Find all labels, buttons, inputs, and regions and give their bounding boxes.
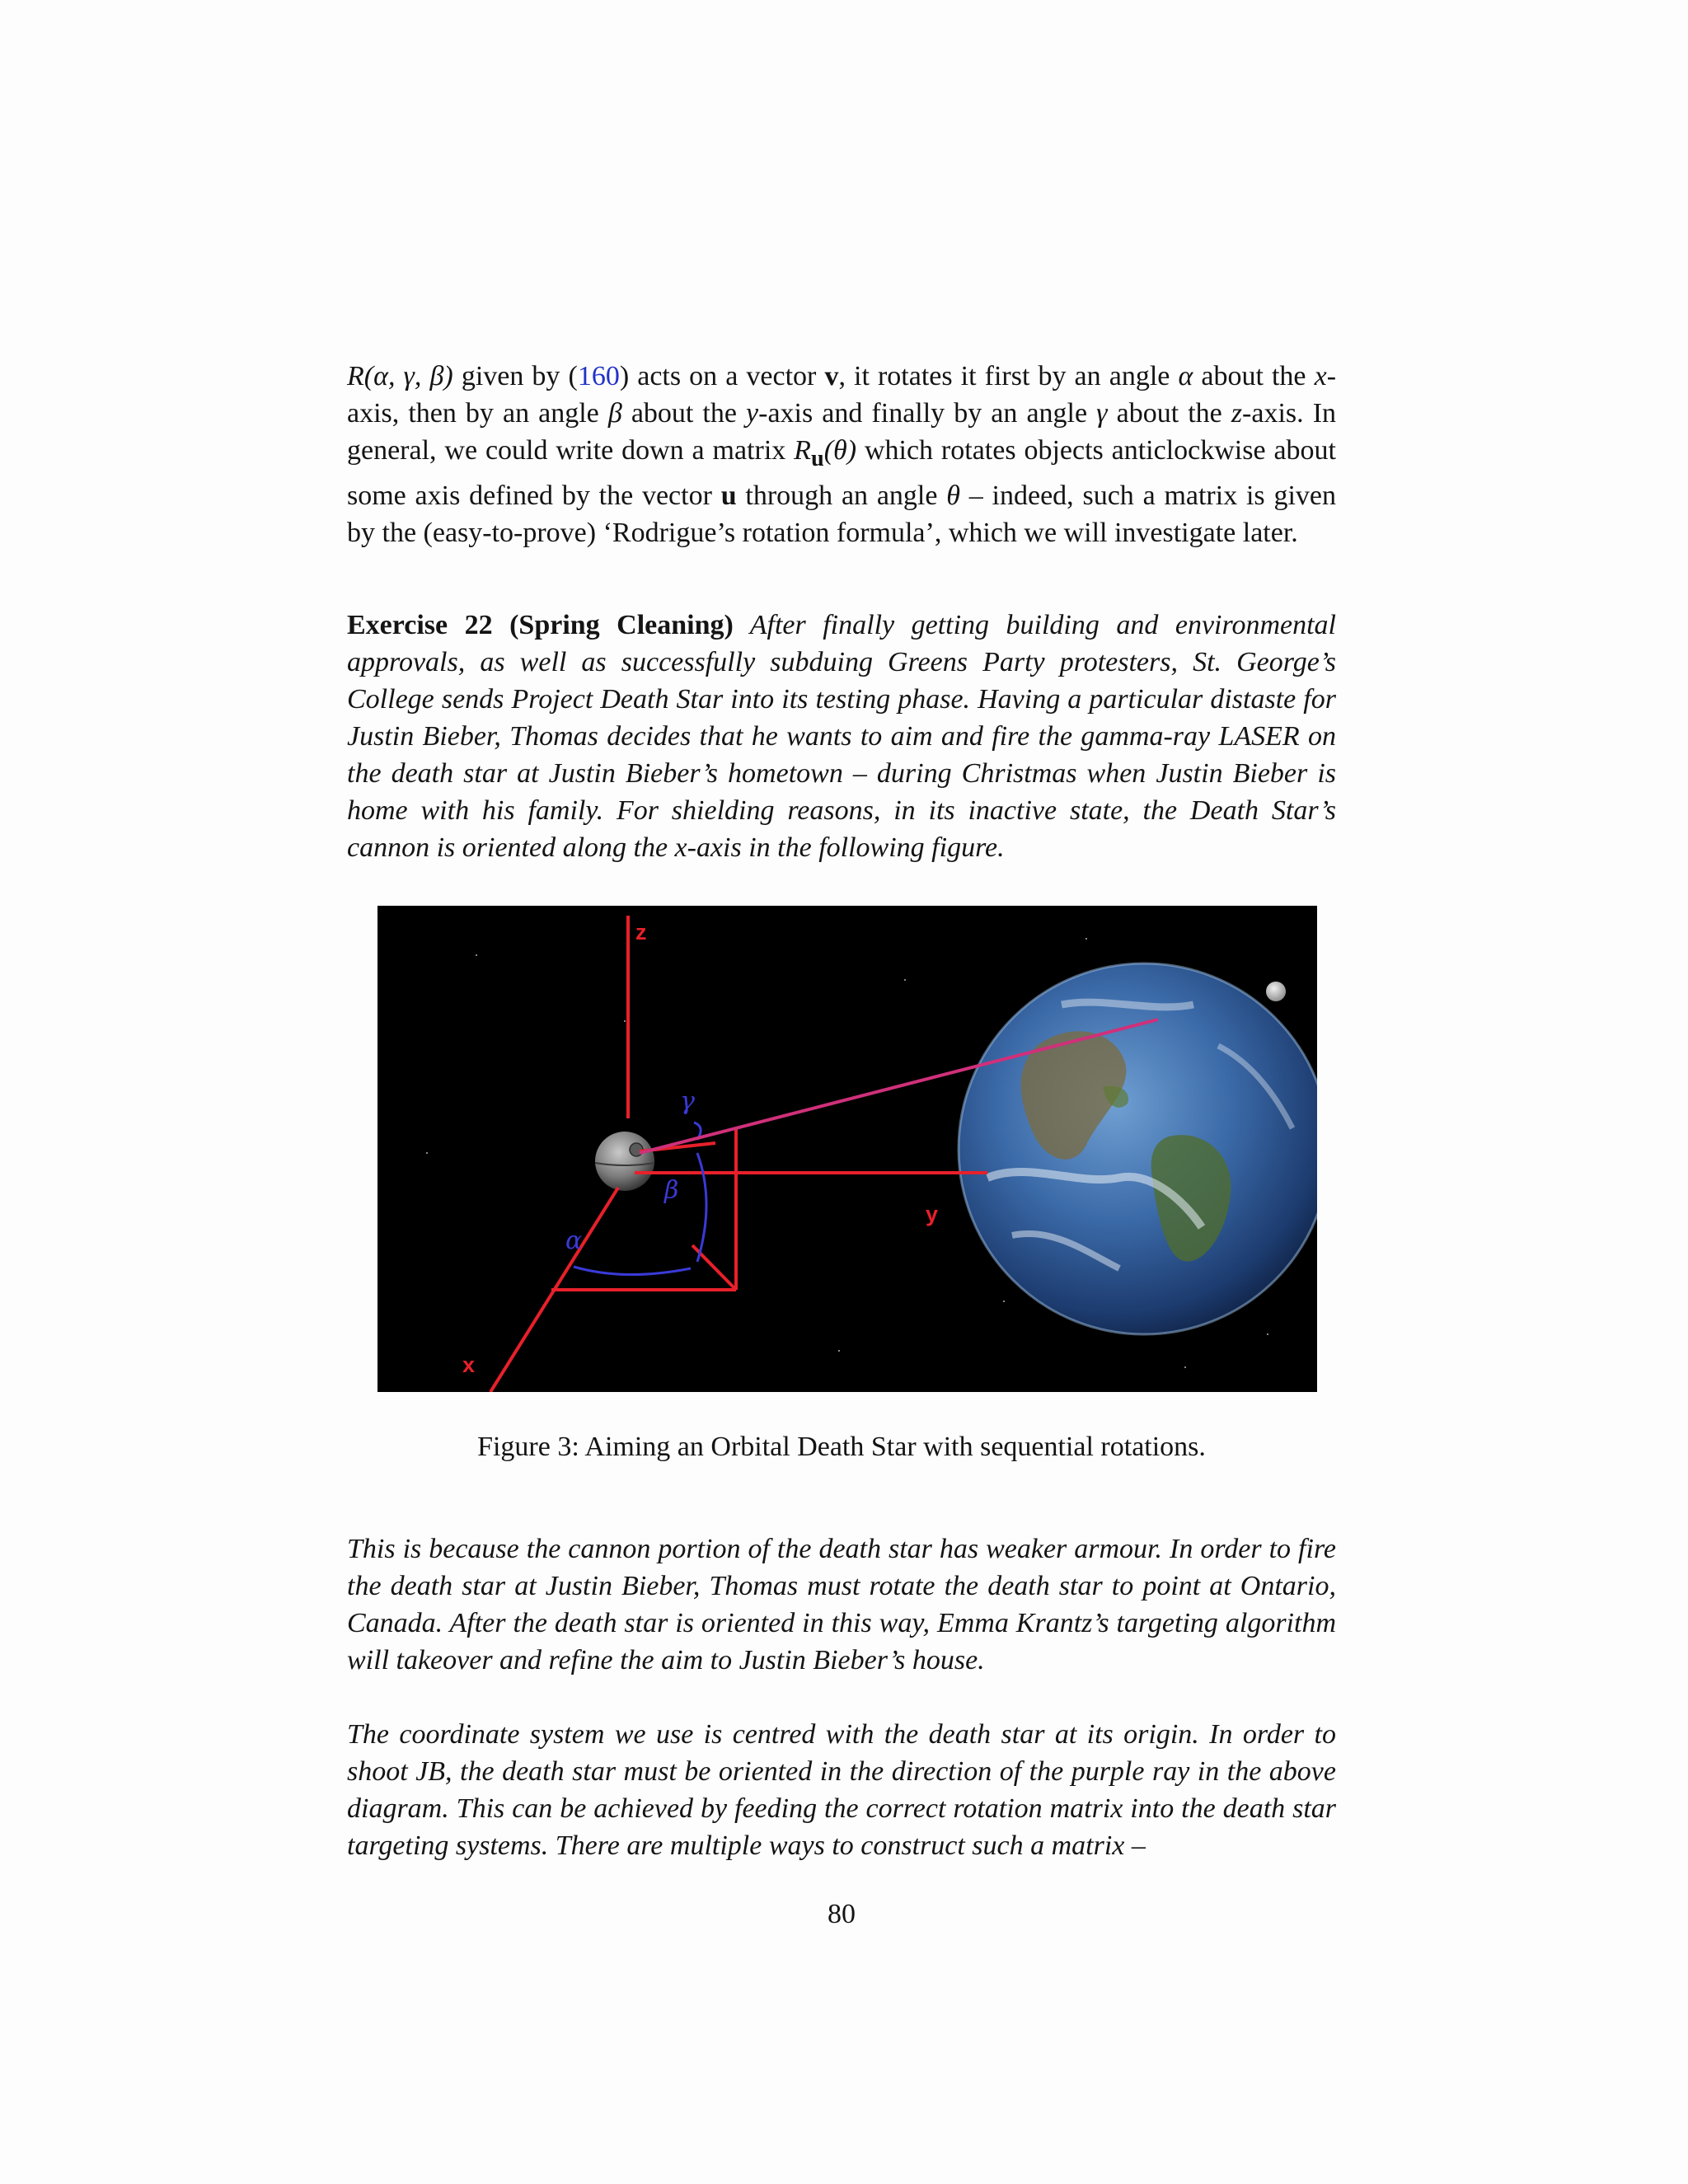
paragraph-coordinate-system: The coordinate system we use is centred with the death star at its origin. In order to shoot JB, the death star must be oriented in the direction of the purple ray in the above diagram. This can be achieved by feeding the correct rotation matrix into the death star targeting systems. There are multiple ways to construct such a matrix – [347, 1719, 1336, 1861]
y-axis-label: y [926, 1202, 939, 1226]
death-star [595, 1132, 654, 1191]
gamma-label: γ [680, 1087, 695, 1116]
moon [1266, 982, 1286, 1001]
intro-paragraph: R(α, γ, β) given by (160) acts on a vector v, it rotates it first by an angle α about the x-axis, then by an angle β about the y-axis and finally by an angle γ about the z-axis. In general, we could write down a matrix $R_u(\theta)$ which rotates objects anticlockwise about some axis defined by the vector u through an angle θ – indeed, such a matrix is given by the (easy-to-prove) ‘Rodrigue’s rotation formula’, which we will investigate later. [347, 361, 1337, 548]
earth [959, 963, 1317, 1334]
alpha-label: α [565, 1226, 583, 1255]
paragraph-cannon-armour: This is because the cannon portion of the death star has weaker armour. In order to fire the death star at Justin Bieber, Thomas must rotate the death star to point at Ontario, Canada. After the death star is oriented in this way, Emma Krantz’s targeting algorithm will takeover and refine the aim to Justin Bieber’s house. [347, 1534, 1336, 1675]
x-axis-label: x [462, 1352, 476, 1377]
figure-death-star-rotations [377, 906, 1317, 1392]
z-axis-label: z [635, 920, 647, 944]
exercise-heading: Exercise 22 (Spring Cleaning) [347, 610, 734, 640]
exercise-22 [347, 607, 1336, 866]
figure-illustration [377, 906, 1317, 1392]
figure-caption: Figure 3: Aiming an Orbital Death Star with sequential rotations. [477, 1432, 1206, 1462]
page-number: 80 [828, 1899, 856, 1929]
beta-label: β [664, 1176, 679, 1205]
exercise-body: After finally getting building and environmental approvals, as well as successfully subduing Greens Party protesters, St. George’s College sends Project Death Star into its testing phase. Having a particular distaste for Justin Bieber, Thomas decides that he wants to aim and fire the gamma-ray LASER on the death star at Justin Bieber’s hometown – during Christmas when Justin Bieber is home with his family. For shielding reasons, in its inactive state, the Death Star’s cannon is oriented along the x-axis in the following figure. [347, 610, 1336, 863]
equation-ref-link[interactable]: 160 [577, 361, 620, 391]
